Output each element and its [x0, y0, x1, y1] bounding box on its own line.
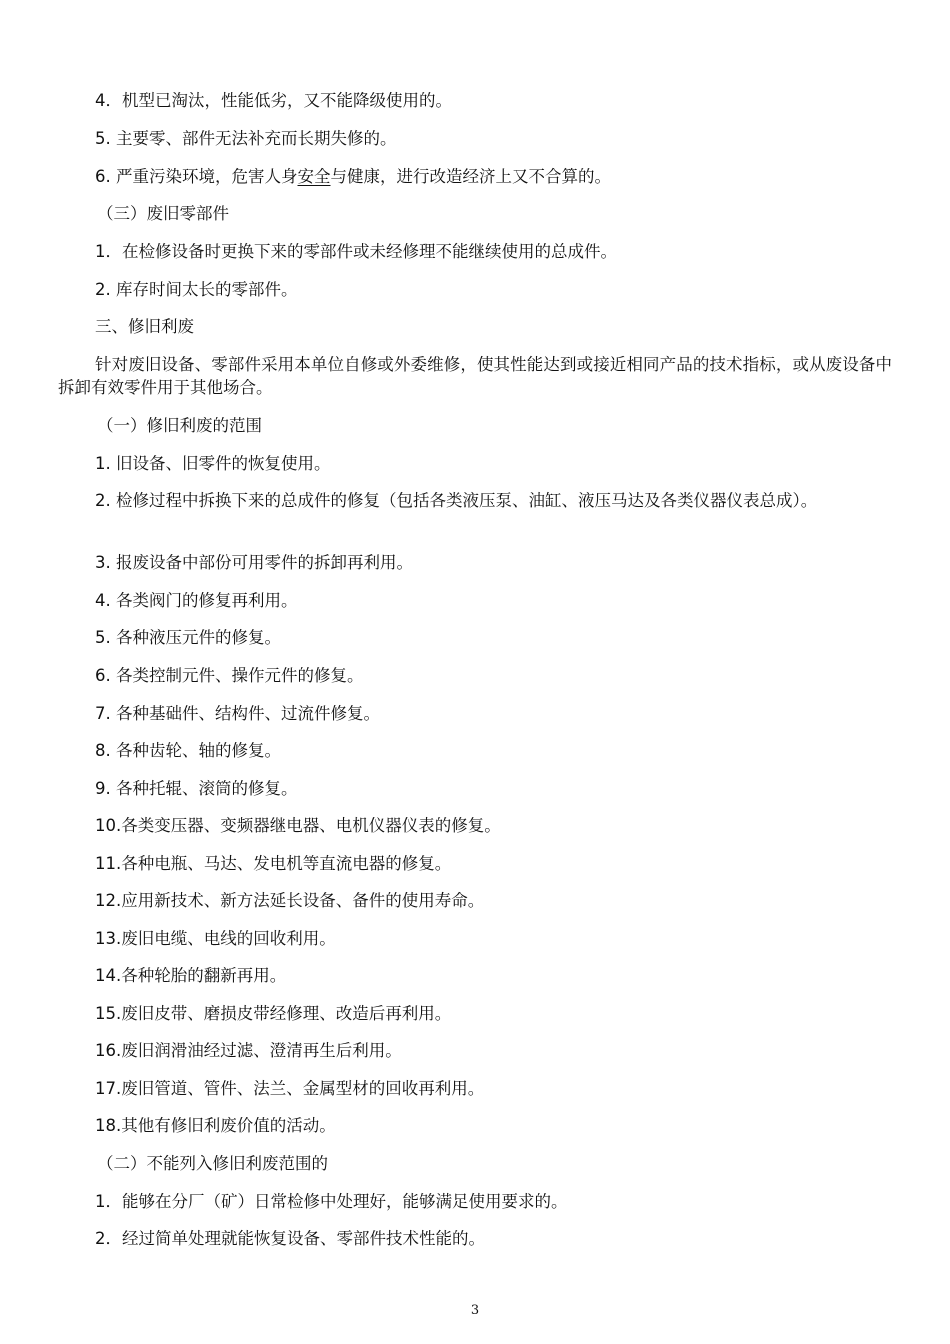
list-item: 2．经过简单处理就能恢复设备、零部件技术性能的。	[95, 1229, 485, 1248]
list-item: 11.各种电瓶、马达、发电机等直流电器的修复。	[95, 854, 452, 873]
list-item: 7. 各种基础件、结构件、过流件修复。	[95, 704, 380, 723]
list-item: 3. 报废设备中部份可用零件的拆卸再利用。	[95, 553, 413, 572]
page-number: 3	[470, 1303, 480, 1318]
section-heading: 三、修旧利废	[95, 317, 194, 336]
list-item: 14.各种轮胎的翻新再用。	[95, 966, 287, 985]
list-item: 15.废旧皮带、磨损皮带经修理、改造后再利用。	[95, 1004, 452, 1023]
list-item: 4. 各类阀门的修复再利用。	[95, 591, 298, 610]
list-item: 12.应用新技术、新方法延长设备、备件的使用寿命。	[95, 891, 485, 910]
safety-link[interactable]: 安全	[297, 167, 331, 186]
list-item: 18.其他有修旧利废价值的活动。	[95, 1116, 336, 1135]
list-item: 10.各类变压器、变频器继电器、电机仪器仪表的修复。	[95, 816, 501, 835]
list-item	[95, 165, 892, 189]
list-item: 9. 各种托辊、滚筒的修复。	[95, 779, 298, 798]
list-item: 16.废旧润滑油经过滤、澄清再生后利用。	[95, 1041, 402, 1060]
list-item: 1．在检修设备时更换下来的零部件或未经修理不能继续使用的总成件。	[95, 242, 617, 261]
list-item: 6. 各类控制元件、操作元件的修复。	[95, 666, 364, 685]
list-item-text: 6. 严重污染环境，危害人身	[95, 167, 298, 186]
section-heading: （三）废旧零部件	[97, 204, 229, 223]
list-item: 17.废旧管道、管件、法兰、金属型材的回收再利用。	[95, 1079, 485, 1098]
list-item: 5. 各种液压元件的修复。	[95, 628, 281, 647]
list-item: 2. 库存时间太长的零部件。	[95, 280, 298, 299]
body-paragraph: 针对废旧设备、零部件采用本单位自修或外委维修，使其性能达到或接近相同产品的技术指标，或从废设备中拆卸有效零件用于其他场合。	[58, 355, 892, 397]
list-item: 1. 旧设备、旧零件的恢复使用。	[95, 454, 331, 473]
list-item: 4．机型已淘汰，性能低劣，又不能降级使用的。	[95, 91, 452, 110]
section-heading: （二）不能列入修旧利废范围的	[97, 1154, 328, 1173]
list-item: 13.废旧电缆、电线的回收利用。	[95, 929, 336, 948]
list-item: 1．能够在分厂（矿）日常检修中处理好，能够满足使用要求的。	[95, 1192, 568, 1211]
list-item: 8. 各种齿轮、轴的修复。	[95, 741, 281, 760]
list-item-text: 与健康，进行改造经济上又不合算的。	[330, 167, 611, 186]
list-item: 2. 检修过程中拆换下来的总成件的修复（包括各类液压泵、油缸、液压马达及各类仪器仪表总成）。	[95, 491, 818, 510]
section-heading: （一）修旧利废的范围	[97, 416, 262, 435]
list-item: 5. 主要零、部件无法补充而长期失修的。	[95, 129, 397, 148]
